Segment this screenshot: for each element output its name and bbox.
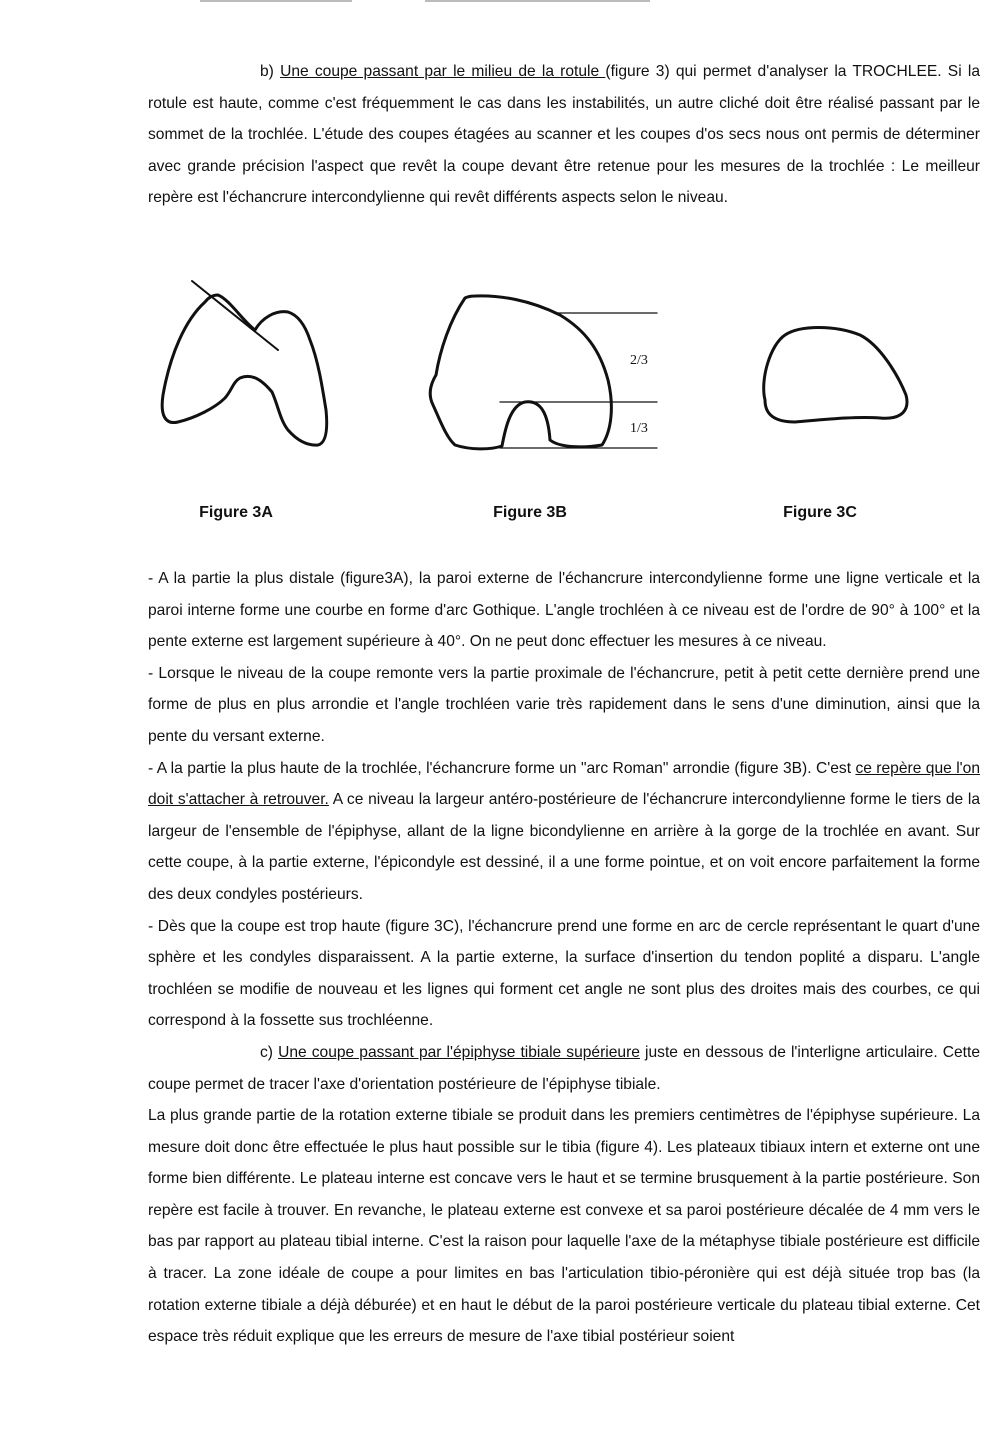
para-b-rest: (figure 3) qui permet d'analyser la TROCHLEE. Si la rotule est haute, comme c'est fréquemment le cas dans les instabilités, un autre cliché doit être réalisé passant par le sommet de la trochlée. L'étude des coupes étagées au scanner et les coupes d'os secs nous ont permis de déterminer avec grande précision l'aspect que revêt la coupe devant être retenue pour les mesures de la trochlée : Le meilleur repère est l'échancrure intercondylienne qui revêt différents aspects selon le niveau. (148, 63, 980, 207)
para-c-prefix: c) (260, 1043, 279, 1061)
caption-figure-3c: Figure 3C (783, 504, 857, 521)
figure-3c-drawing (764, 328, 907, 423)
para-c-underlined: Une coupe passant par l'épiphyse tibiale supérieure (278, 1043, 640, 1061)
bullet-distal: - A la partie la plus distale (figure3A), la paroi externe de l'échancrure intercondylienne forme une ligne verticale et la paroi interne forme une courbe en forme d'arc Gothique. L'angle trochléen à ce niveau est de l'ordre de 90° à 100° et la pente externe est largement supérieure à 40°. On ne peut donc effectuer les mesures à ce niveau. (148, 570, 980, 651)
figure-3-drawings (0, 270, 995, 540)
paragraph-b (148, 56, 980, 214)
caption-figure-3a: Figure 3A (199, 504, 273, 521)
bullet-too-high: - Dès que la coupe est trop haute (figure 3C), l'échancrure prend une forme en arc de cercle représentant le quart d'une sphère et les condyles disparaissent. A la partie externe, la surface d'insertion du tendon poplité a disparu. L'angle trochléen se modifie de nouveau et les lignes qui forment cet angle ne sont plus des droites mais des courbes, ce qui correspond à la fossette sus trochléenne. (148, 917, 980, 1030)
scan-top-line-right (425, 0, 650, 2)
scan-top-line-left (200, 0, 352, 2)
para-b-prefix: b) (260, 63, 281, 80)
bullet-highest-start: - A la partie la plus haute de la trochlée, l'échancrure forme un "arc Roman" arrondie (figure 3B). C'est (148, 759, 856, 777)
body-text (148, 563, 980, 1353)
para-b-underlined: Une coupe passant par le milieu de la rotule (280, 63, 606, 80)
bullet-highest-end: A ce niveau la largeur antéro-postérieure de l'échancrure intercondylienne forme le tiers de la largeur de l'ensemble de l'épiphyse, allant de la ligne bicondylienne en arrière à la gorge de la trochlée en avant. Sur cette coupe, à la partie externe, l'épicondyle est dessiné, il a une forme pointue, et on voit encore parfaitement la forme des deux condyles postérieurs. (148, 791, 980, 903)
caption-figure-3b: Figure 3B (493, 504, 567, 521)
para-c-rest: juste en dessous de l'interligne articulaire. Cette coupe permet de tracer l'axe d'orientation postérieure de l'épiphyse tibiale. (148, 1043, 981, 1093)
paragraph-tibia: La plus grande partie de la rotation externe tibiale se produit dans les premiers centimètres de l'épiphyse supérieure. La mesure doit donc être effectuée le plus haut possible sur le tibia (figure 4). Les plateaux tibiaux intern et externe ont une forme bien différente. Le plateau interne est concave vers le haut et se termine brusquement à la partie postérieure. Son repère est facile à trouver. En revanche, le plateau externe est convexe et sa paroi postérieure décalée de 4 mm vers le bas par rapport au plateau tibial interne. C'est la raison pour laquelle l'axe de la métaphyse tibiale postérieure est difficile à tracer. La zone idéale de coupe a pour limites en bas l'articulation tibio-péronière qui est déjà située trop bas (la rotation externe tibiale a déjà déburée) et en haut le début de la paroi postérieure verticale du plateau tibial externe. Cet espace très réduit explique que les erreurs de mesure de l'axe tibial postérieur soient (148, 1107, 980, 1346)
label-two-thirds: 2/3 (630, 353, 648, 368)
bullet-proximal: - Lorsque le niveau de la coupe remonte vers la partie proximale de l'échancrure, petit à petit cette dernière prend une forme de plus en plus arrondie et l'angle trochléen varie très rapidement dans le sens d'une diminution, ainsi que la pente du versant externe. (148, 664, 980, 745)
figure-3a-drawing (162, 281, 327, 445)
bullet-highest (148, 753, 980, 911)
figure-3b-drawing (430, 296, 657, 449)
paragraph-c (148, 1037, 980, 1100)
bullet-highest-underlined: ce repère que l'on doit s'attacher à retrouver. (148, 759, 980, 809)
label-one-third: 1/3 (630, 421, 648, 436)
